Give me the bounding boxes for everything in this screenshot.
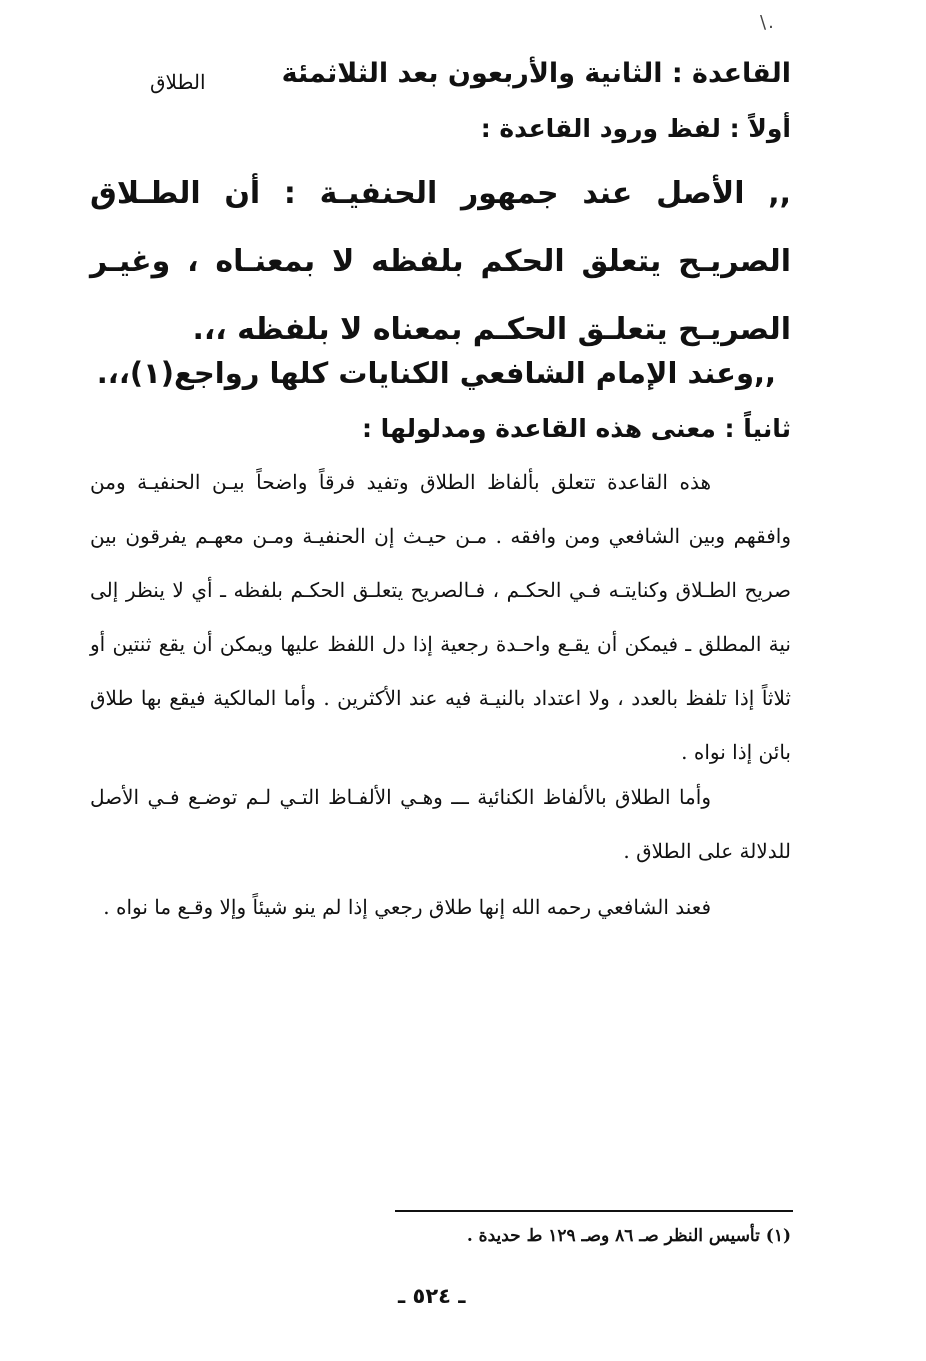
rule-text-quote-hanafi: ,, الأصل عند جمهور الحنفيـة : أن الطـلاق الصريـح يتعلق الحكم بلفظه لا بمعنـاه ، وغيـر الصريـح يتعلـق الحكـم بمعناه لا بلفظه ،،. [90,176,791,347]
footnote-divider [395,1210,793,1212]
body-paragraph: فعند الشافعي رحمه الله إنها طلاق رجعي إذا لم ينو شيئاً وإلا وقـع ما نواه . [103,895,711,919]
rule-text-quote-shafii: ,,وعند الإمام الشافعي الكنايات كلها رواجع(١)،،. [96,356,776,390]
body-paragraph: وأما الطلاق بالألفاظ الكنائية ـــ وهـي الألفـاظ التـي لـم توضـع فـي الأصل للدلالة على الطلاق . [90,785,791,863]
page-number: ـ ٥٢٤ ـ [398,1284,466,1308]
section-heading-meaning: ثانياً : معنى هذه القاعدة ومدلولها : [361,414,791,443]
corner-scan-mark: \. [760,12,776,33]
body-paragraph: هذه القاعدة تتعلق بألفاظ الطلاق وتفيد فرقاً واضحاً بيـن الحنفيـة ومن وافقهم وبين الشافعي ومن وافقه . مـن حيـث إن الحنفيـة ومـن معهـم يفرقون بين صريح الطـلاق وكنايتـه فـي الحكـم ، فـالصريح يتعلـق الحكـم بلفظه ـ أي لا ينظر إلى نية المطلق ـ فيمكن أن يقـع واحـدة رجعية إذا دل اللفظ عليها ويمكن أن يقع ثنتين أو ثلاثاً إذا تلفظ بالعدد ، ولا اعتداد بالنيـة فيه عند الأكثرين . وأما المالكية فيقع بها طلاق بائن إذا نواه . [90,470,791,764]
footnote: (١) تأسيس النظر صـ ٨٦ وصـ ١٢٩ ط حديدة . [466,1226,791,1246]
chapter-topic-label: الطلاق [150,70,206,94]
section-heading-wording: أولاً : لفظ ورود القاعدة : [480,114,791,143]
rule-title-heading: القاعدة : الثانية والأربعون بعد الثلاثمئة [281,58,791,89]
